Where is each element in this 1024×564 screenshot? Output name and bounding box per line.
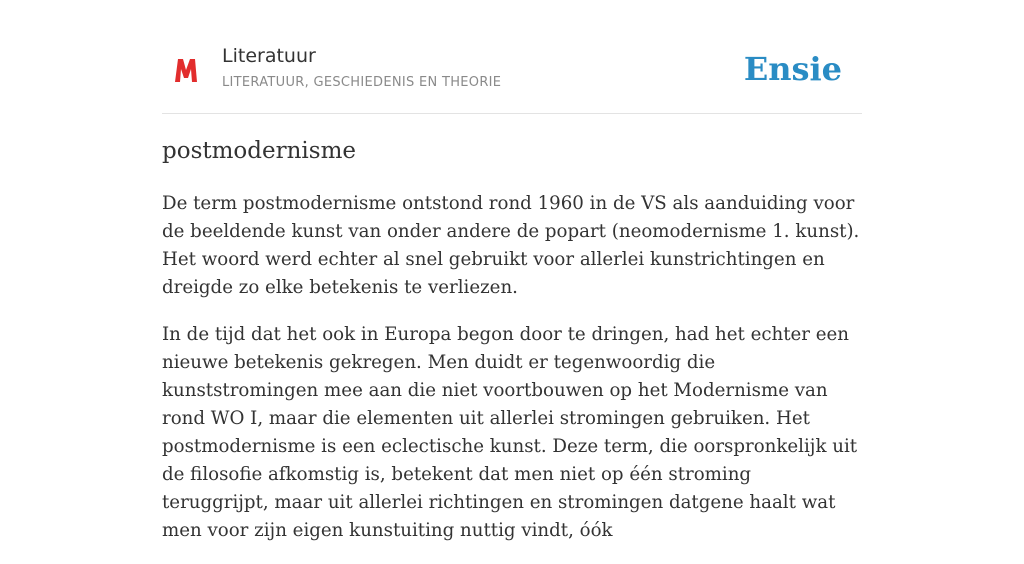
site-name[interactable]: Literatuur — [222, 45, 316, 67]
site-tagline: LITERATUUR, GESCHIEDENIS EN THEORIE — [222, 75, 502, 90]
page-title: postmodernisme — [162, 138, 356, 164]
article-paragraph-1: De term postmodernisme ontstond rond 1960 in de VS als aanduiding voor de beeldende kunst van onder andere de popart (neomodernisme 1. kunst). Het woord werd echter al snel gebruikt voor allerlei kunstrichtingen en dreigde zo elke betekenis te verliezen. — [162, 193, 860, 298]
article-body — [162, 190, 862, 564]
m-logo-icon[interactable] — [172, 55, 200, 85]
site-header — [162, 40, 862, 114]
ensie-brand-logo[interactable]: Ensie — [743, 50, 842, 88]
article-paragraph-2: In de tijd dat het ook in Europa begon door te dringen, had het echter een nieuwe betekenis gekregen. Men duidt er tegenwoordig die kunststromingen mee aan die niet voortbouwen op het Modernisme van rond WO I, maar die elementen uit allerlei stromingen gebruiken. Het postmodernisme is een eclectische kunst. Deze term, die oorspronkelijk uit de filosofie afkomstig is, betekent dat men niet op één stroming teruggrijpt, maar uit allerlei richtingen en stromingen datgene haalt wat men voor zijn eigen kunstuiting nuttig vindt, óók — [162, 324, 858, 541]
